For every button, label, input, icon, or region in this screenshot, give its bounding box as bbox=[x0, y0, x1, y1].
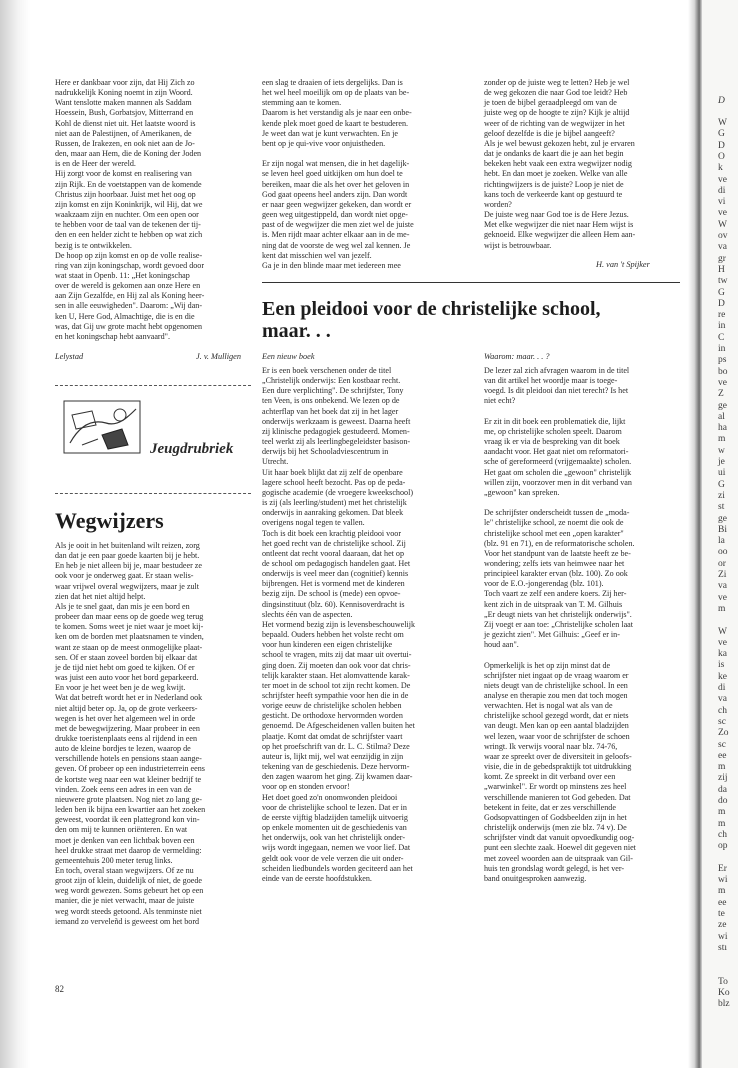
next-page-fragment: ve bbox=[718, 637, 727, 648]
left-intro-column bbox=[55, 78, 251, 342]
article-title-line-1: Een pleidooi voor de christelijke school, bbox=[262, 298, 601, 320]
next-page-fragment: Ko bbox=[718, 988, 730, 999]
next-page-fragment: C bbox=[718, 332, 725, 343]
next-page-fragment: D bbox=[718, 96, 725, 106]
next-page-fragment: ge bbox=[718, 400, 727, 411]
pleidooi-column-2 bbox=[484, 366, 680, 884]
next-page-fragment: m bbox=[718, 807, 726, 818]
next-page-fragment: va bbox=[718, 581, 727, 592]
article-heading-wegwijzers: Wegwijzers bbox=[55, 508, 164, 533]
next-page-fragment: ve bbox=[718, 208, 727, 219]
wegwijzers-column-3-text: zonder op de juiste weg te letten? Heb je wel de weg gekozen die naar God toe leidt? Heb je toen de bijbel geraadpleegd om van de juiste weg op de hoogte te zijn? Kijk je altijd weer of de richting van de wegwijzer in het geloof dezelfde is die je bijbel aangeeft? Als je wel bewust gekozen hebt, zul je ervaren dat je ondanks de kaart die je aan het begin bekeken hebt vaak een extra wegwijzer nodig hebt. En dan moet je zoeken. Welke van alle richtingwijzers is de juiste? Loop je niet de kans toch de verkeerde kant op gestuurd te worden? De juiste weg naar God toe is de Here Jezus. Met elke wegwijzer die niet naar Hem wijst is geknoeid. Elke wegwijzer die alleen Hem aan- wijst is betrouwbaar. bbox=[484, 78, 636, 250]
next-page-edge bbox=[702, 0, 738, 1068]
next-page-fragment: Z bbox=[718, 389, 724, 400]
next-page-fragment: va bbox=[718, 242, 727, 253]
next-page-fragment: sc bbox=[718, 739, 726, 750]
next-page-fragment: ve bbox=[718, 377, 727, 388]
page-edge-shadow bbox=[0, 0, 30, 1068]
next-page-fragment: W bbox=[718, 118, 727, 128]
wegwijzers-author: H. van 't Spijker bbox=[596, 260, 650, 269]
next-page-fragment: D bbox=[718, 140, 725, 151]
pleidooi-column-1 bbox=[262, 366, 458, 884]
next-page-fragment: do bbox=[718, 796, 728, 806]
signature-place: Lelystad bbox=[55, 352, 84, 361]
next-page-fragment: va bbox=[718, 694, 727, 705]
next-page-fragment: da bbox=[718, 784, 727, 795]
next-page-fragment: Er bbox=[718, 863, 727, 874]
next-page-fragment: ps bbox=[718, 355, 727, 366]
next-page-fragment: ui bbox=[718, 468, 726, 479]
wegwijzers-column-3 bbox=[484, 78, 680, 251]
next-page-fragment: Zo bbox=[718, 728, 729, 739]
next-page-fragment: ve bbox=[718, 592, 727, 603]
next-page-fragment: te bbox=[718, 909, 725, 919]
pleidooi-column-1-text: Er is een boek verschenen onder de titel „Christelijk onderwijs: Een kostbaar recht. Een dure verplichting". De schrijfster, Tony ten Veen, is ons onbekend. We lezen op de achterflap van het boek dat zij in het lager onderwijs werkzaam is geweest. Daarna heeft zij klinische pedagogiek gestudeerd. Momen- teel werkt zij als leerlingbegeleidster basison- derwijs bij het Schooladviescentrum in Utrecht. Uit haar boek blijkt dat zij zelf de openbare lagere school heeft bezocht. Pas op de peda- gogische academie (de vroegere kweekschool) is zij (als leerling/student) met het christelijk onderwijs in aanraking gekomen. Dat bleek overigens nogal tegen te vallen. Toch is dit boek een krachtig pleidooi voor het goed recht van de christelijke school. Zij ontleent dat recht vooral daaraan, dat het op de school om pedagogisch handelen gaat. Het onderwijs is veel meer dan (cognitief) kennis bijbrengen. Het is vormend met de kinderen bezig zijn. De school is (mede) een opvoe- dingsinstituut (blz. 60). Kennisoverdracht is slechts één van de aspecten. Het vormend bezig zijn is levensbeschouwelijk bepaald. Ouders hebben het volste recht om voor hun kinderen een eigen christelijke school te vragen, mits zij dat maar uit overtui- ging doen. Zij moeten dan ook voor dat chris- telijk karakter staan. Het alomvattende karak- ter moet in de school tot zijn recht komen. De schrijfster heeft sympathie voor hen die in de vorige eeuw de christelijke scholen hebben gesticht. De orthodoxe hervormden worden genoemd. De Afgescheidenen vallen buiten het plaatje. Komt dat omdat de schrijfster vaart op het proefschrift van dr. L. C. Stilma? Deze auteur is, lijkt mij, wel wat eenzijdig in zijn tekening van de geschiedenis. Deze hervorm- den zagen waarom het ging. Zij kwamen daar- voor op en stonden ervoor! Het doet goed zo'n onomwonden pleidooi voor de christelijke school te lezen. Dat er in de eerste vijftig bladzijden tamelijk uitvoerig op enkele momenten uit de geschiedenis van het onderwijs, ook van het christelijk onder- wijs wordt ingegaan, nemen we voor lief. Dat geldt ook voor de vele verzen die uit onder- scheiden liedbundels worden geciteerd aan het einde van de eerste hoofdstukken. bbox=[262, 366, 416, 883]
next-page-fragment: vi bbox=[718, 197, 726, 208]
next-page-fragment: al bbox=[718, 411, 725, 422]
next-page-fragment: m bbox=[718, 818, 726, 829]
next-page-fragment: O bbox=[718, 151, 725, 162]
jeugdrubriek-illustration bbox=[62, 395, 144, 459]
next-page-fragment: bo bbox=[718, 366, 728, 377]
left-intro-text: Here er dankbaar voor zijn, dat Hij Zich zo nadrukkelijk Koning noemt in zijn Woord. Want tenslotte maken mannen als Saddam Hoessein, Bush, Gorbatsjov, Mitterrand en Kohl de dienst niet uit. Het laatste woord is niet aan de Palestijnen, of Amerikanen, de Russen, de Irakezen, en ook niet aan de Jo- den, maar aan Hem, die de Koning der Joden is en de Heer der wereld. Hij zorgt voor de komst en realisering van zijn Rijk. En de voetstappen van de komende Christus zijn hoorbaar. Juist met het oog op zijn komst en zijn Koninkrijk, wil Hij, dat we waakzaam zijn en nuchter. Om een open oor te hebben voor de taal van de tekenen der tij- den en een helder zicht te hebben op wat zich bezig is te ontwikkelen. De hoop op zijn komst en op de volle realise- ring van zijn koningschap, wordt gevoed door wat staat in Openb. 11: „Het koningschap over de wereld is gekomen aan onze Here en aan Zijn Gezalfde, en Hij zal als Koning heer- sen in alle eeuwigheden". Daarom: „Wij dan- ken U, Here God, Almachtige, die is en die was, dat Gij uw grote macht hebt opgenomen en het koningschap hebt aanvaard". bbox=[55, 78, 205, 341]
next-page-fragment: w bbox=[718, 445, 725, 456]
next-page-fragment: blz bbox=[718, 999, 730, 1010]
next-page-fragment: ee bbox=[718, 750, 727, 761]
book-gutter bbox=[688, 0, 702, 1068]
next-page-fragment: ve bbox=[718, 174, 727, 185]
next-page-fragment: G bbox=[718, 479, 725, 490]
wegwijzers-column-2-text: een slag te draaien of iets dergelijks. Dan is het wel heel moeilijk om op de plaats van be- stemming aan te komen. Daarom is het verstandig als je naar een onbe- kende plek moet goed de kaart te bestuderen. Je weet dan wat je kunt verwachten. En je bent op je qui-vive voor onjuistheden. Er zijn nogal wat mensen, die in het dagelijk- se leven heel goed uitkijken om hun doel te bereiken, maar die als het over het geloven in God gaat opeens heel anders zijn. Dan wordt er naar geen wegwijzer gekeken, dan wordt er geen weg uitgestippeld, dan wordt niet opge- past of de wegwijzer die men ziet wel de juiste is. Men rijdt maar achter elkaar aan in de me- ning dat de voorste de weg wel zal kennen. Je kent dat misschien wel van jezelf. Ga je in den blinde maar met iedereen mee bbox=[262, 78, 414, 270]
next-page-fragment: ov bbox=[718, 231, 728, 241]
next-page-fragment: W bbox=[718, 219, 727, 230]
rubric-title: Jeugdrubriek bbox=[150, 441, 234, 457]
next-page-fragment: in bbox=[718, 344, 726, 354]
next-page-fragment: di bbox=[718, 185, 726, 196]
next-page-fragment: Bi bbox=[718, 524, 727, 535]
next-page-fragment: di bbox=[718, 683, 726, 693]
next-page-fragment: re bbox=[718, 310, 726, 321]
rubric-top-rule bbox=[55, 385, 251, 386]
next-page-fragment: D bbox=[718, 298, 725, 309]
pleidooi-column-2-text: De lezer zal zich afvragen waarom in de titel van dit artikel het woordje maar is toege- voegd. Is dit pleidooi dan niet terecht? Is het niet echt? Er zit in dit boek een problematiek die, lijkt me, op christelijke scholen speelt. Daarom vraag ik er via de bespreking van dit boek aandacht voor. Het gaat niet om reformatori- sche of gereformeerd (vrijgemaakte) scholen. Het gaat om scholen die „gewoon" christelijk willen zijn, voorzover men in dit verband van „gewoon" kan spreken. De schrijfster onderscheidt tussen de „moda- le" christelijke school, ze noemt die ook de christelijke school met een „open karakter" (blz. 91 en 71), en de reformatorische scholen. Voor het standpunt van de laatste heeft ze be- wondering; zelfs iets van heimwee naar het principieel karakter ervan (blz. 100). Zo ook voor de E.O.-jongerendag (blz. 101). Toch vaart ze zelf een andere koers. Zij her- kent zich in de uitspraak van T. M. Gilhuis „Er deugt niets van het christelijk onderwijs". Zij voegt er aan toe: „Christelijke scholen laat je gezicht zien". Met Gilhuis: „Geef er in- houd aan". Opmerkelijk is het op zijn minst dat de schrijfster niet ingaat op de vraag waarom er niets deugt van de christelijke school. In een analyse en therapie zou men dat toch mogen verwachten. Het is nogal wat als van de christelijke school gezegd wordt, dat er niets van deugt. Men kan op een aantal bladzijden wel lezen, waar voor de schrijfster de schoen wringt. Ik verwijs vooral naar blz. 74-76, waar ze spreekt over de diversiteit in geloofs- visie, die in de gebedspraktijk tot uitdrukking komt. Ze spreekt in dit verband over een „warwinkel". Er wordt op minstens zes heel verschillende manieren tot God gebeden. Dat betekent in feite, dat er zes verschillende Godsopvattingen of Godsbeelden zijn in het christelijk onderwijs (men zie blz. 74 v). De schrijfster vindt dat vanuit opvoedkundig oog- punt een slechte zaak. Hoewel dit gegeven niet met zoveel woorden aan de uitspraak van Gil- huis ten grondslag wordt gelegd, is het ver- band onuitgesproken aanwezig. bbox=[484, 366, 636, 883]
next-page-fragment: m bbox=[718, 603, 726, 614]
wegwijzers-column-2 bbox=[262, 78, 458, 271]
next-page-fragment: sc bbox=[718, 716, 726, 727]
wegwijzers-column-1 bbox=[55, 541, 251, 927]
next-page-fragment: oo bbox=[718, 547, 728, 558]
next-page-fragment: ke bbox=[718, 671, 727, 682]
next-page-fragment: wi bbox=[718, 875, 728, 886]
next-page-fragment: zi bbox=[718, 490, 725, 501]
article-title-line-2: maar. . . bbox=[262, 320, 331, 342]
next-page-fragment: ka bbox=[718, 649, 727, 660]
next-page-fragment: or bbox=[718, 558, 726, 569]
next-page-fragment: ze bbox=[718, 920, 727, 931]
subheading-new-book: Een nieuw boek bbox=[262, 352, 315, 361]
rubric-bottom-rule bbox=[55, 493, 251, 494]
next-page-fragment: st bbox=[718, 502, 725, 513]
next-page-fragment: To bbox=[718, 976, 728, 987]
next-page-fragment: la bbox=[718, 536, 725, 547]
next-page-fragment: gr bbox=[718, 253, 726, 264]
next-page-fragment: m bbox=[718, 886, 726, 897]
next-page-fragment: tw bbox=[718, 276, 728, 287]
subheading-why-but: Waarom: maar. . . ? bbox=[484, 352, 550, 361]
next-page-fragment: H bbox=[718, 264, 725, 275]
next-page-fragment: je bbox=[718, 457, 725, 467]
next-page-fragment: G bbox=[718, 287, 725, 298]
next-page-fragment: m bbox=[718, 762, 726, 773]
next-page-fragment: ch bbox=[718, 705, 727, 716]
signature-author: J. v. Mulligen bbox=[196, 352, 242, 361]
next-page-fragment: stı bbox=[718, 942, 727, 953]
next-page-fragment: zij bbox=[718, 773, 728, 784]
wegwijzers-body-text: Als je ooit in het buitenland wilt reizen, zorg dan dat je een paar goede kaarten bij je hebt. En heb je niet alleen bij je, maar bestudeer ze ook voor je onderweg gaat. Er staan welis- waar vrijwel overal wegwijzers, maar je zult zien dat het niet altijd helpt. Als je te snel gaat, dan mis je een bord en probeer dan maar eens op de goede weg terug te komen. Soms weet je niet waar je moet kij- ken om de borden met plaatsnamen te vinden, want ze staan op de meest onmogelijke plaat- sen. Of er staan zoveel borden bij elkaar dat je de tijd niet hebt om goed te kijken. Of er was juist een auto voor het bord geparkeerd. En voor je het weet ben je de weg kwijt. Wat dat betreft wordt het er in Nederland ook niet altijd beter op. Ja, op de grote verkeers- wegen is het over het algemeen wel in orde met de bewegwijzering. Maar probeer in een drukke toeristenplaats eens al rijdend in een auto de kleine bordjes te lezen, waarop de verschillende hotels en pensions staan aange- geven. Of probeer op een industrieterrein eens de kortste weg naar een wat kleiner bedrijf te vinden. Zoek eens een adres in een van de nieuwere grote plaatsen. Nog niet zo lang ge- leden ben ik bijna een kwartier aan het zoeken geweest, voordat ik een plattegrond kon vin- den om mij te kunnen oriënteren. En wat moet je denken van een lichtbak boven een heel drukke straat met daarop de vermelding: gemeentehuis 200 meter terug links. En toch, overal staan wegwijzers. Of ze nu groot zijn of klein, duidelijk of niet, de goede weg wordt gewezen. Soms gebeurt het op een manier, die je niet verwacht, maar de juiste weg wordt steeds getoond. Als tenminste niet iemand zo verveleñd is geweest om het bord bbox=[55, 541, 206, 926]
next-page-fragment: in bbox=[718, 321, 726, 332]
next-page-fragment: is bbox=[718, 660, 725, 671]
next-page-fragment: Zi bbox=[718, 570, 727, 580]
next-page-fragment: k bbox=[718, 163, 723, 174]
next-page-fragment: G bbox=[718, 129, 725, 140]
next-page-fragment: W bbox=[718, 626, 727, 637]
next-page-fragment: ha bbox=[718, 423, 727, 434]
next-page-fragment: m bbox=[718, 434, 726, 445]
next-page-fragment: op bbox=[718, 841, 728, 852]
page-number: 82 bbox=[55, 984, 64, 994]
next-page-fragment: wi bbox=[718, 931, 728, 942]
next-page-fragment: ch bbox=[718, 829, 727, 840]
article-divider bbox=[262, 282, 680, 283]
next-page-fragment: ge bbox=[718, 513, 727, 524]
next-page-fragment: ee bbox=[718, 897, 727, 908]
